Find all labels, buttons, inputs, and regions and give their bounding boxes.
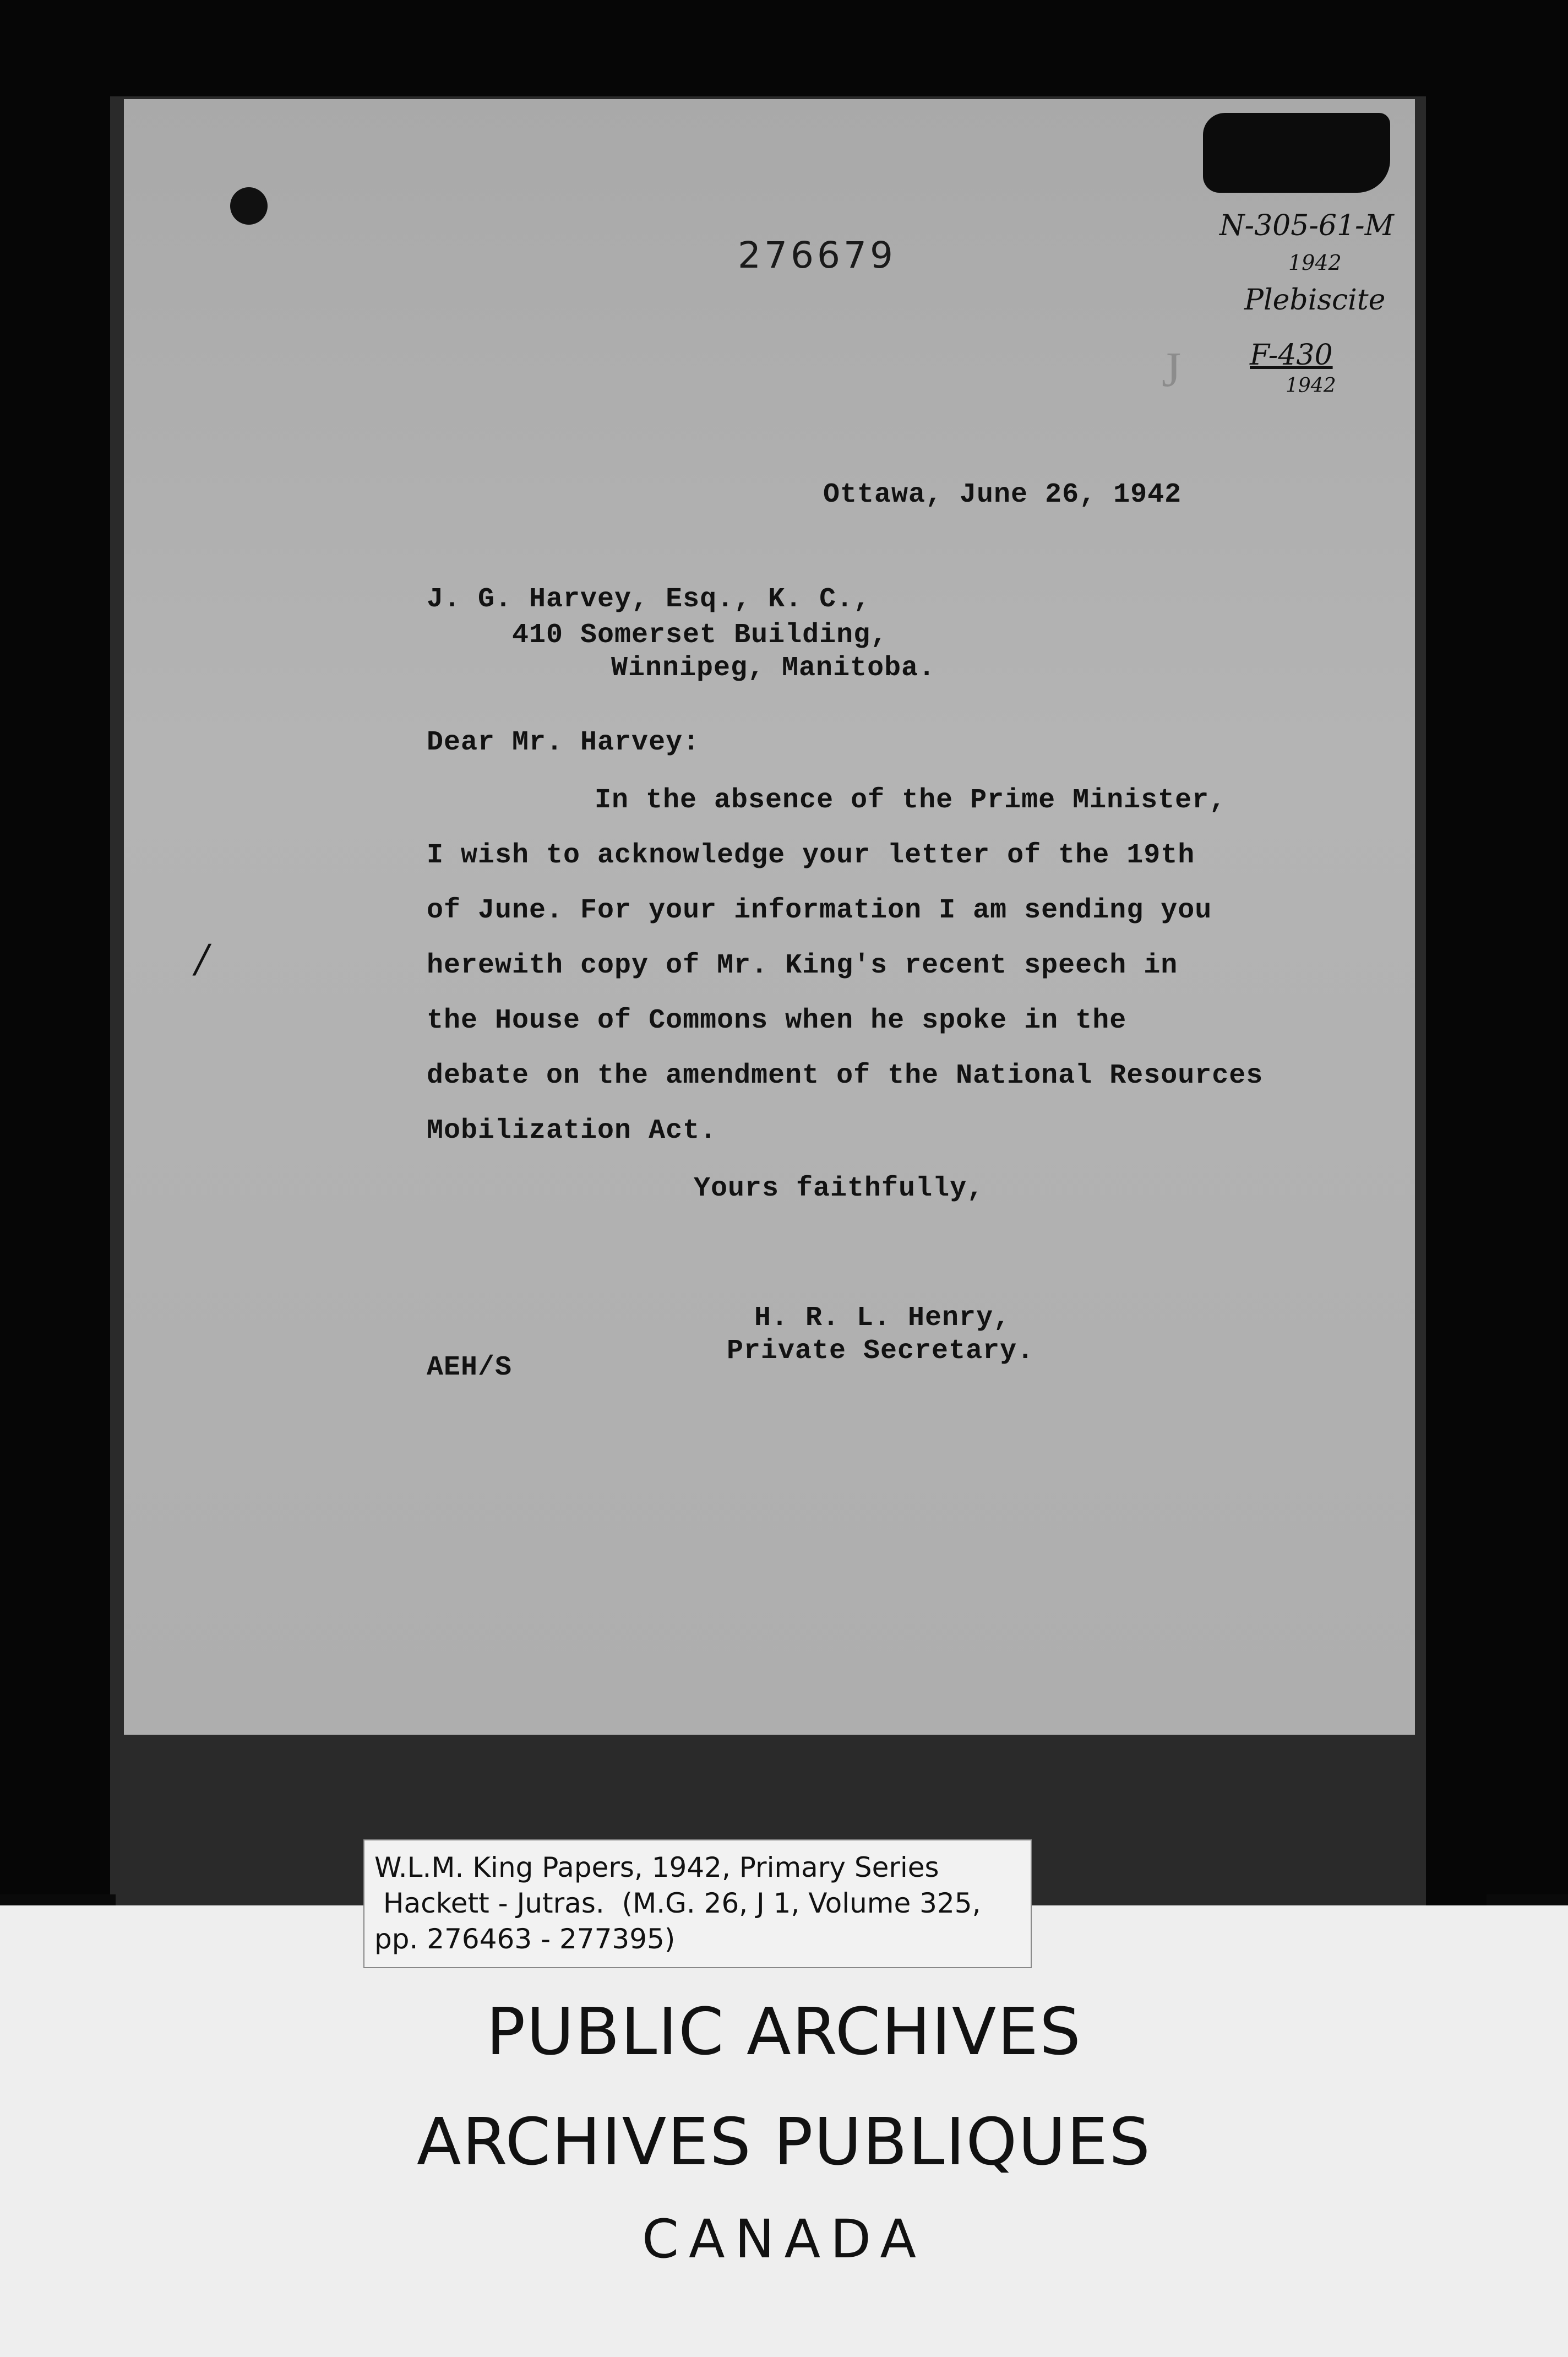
body-line-5: the House of Commons when he spoke in the: [427, 1005, 1127, 1036]
body-line-7: Mobilization Act.: [427, 1115, 717, 1147]
faint-letter-mark: J: [1162, 343, 1182, 397]
citation-line-3: pp. 276463 - 277395): [374, 1923, 676, 1955]
handwritten-year: 1942: [1288, 251, 1342, 275]
handwritten-subject: Plebiscite: [1244, 284, 1386, 317]
archive-title-country: CANADA: [641, 2208, 927, 2270]
typist-initials: AEH/S: [427, 1352, 513, 1383]
salutation: Dear Mr. Harvey:: [427, 727, 700, 758]
signature-title: Private Secretary.: [727, 1335, 1035, 1367]
handwritten-year-below: 1942: [1286, 374, 1336, 397]
punch-hole: [230, 187, 268, 225]
citation-line-1: W.L.M. King Papers, 1942, Primary Series: [374, 1851, 939, 1883]
closing: Yours faithfully,: [694, 1173, 984, 1204]
body-line-4: herewith copy of Mr. King's recent speech in: [427, 950, 1178, 981]
document-number: 276679: [738, 234, 896, 276]
body-line-1: In the absence of the Prime Minister,: [595, 785, 1227, 816]
signature-name: H. R. L. Henry,: [754, 1302, 1011, 1334]
addressee-line-3: Winnipeg, Manitoba.: [611, 653, 936, 684]
addressee-line-1: J. G. Harvey, Esq., K. C.,: [427, 584, 871, 615]
date-line: Ottawa, June 26, 1942: [823, 479, 1182, 510]
handwritten-file-code: N-305-61-M: [1219, 209, 1394, 242]
archive-title-french: ARCHIVES PUBLIQUES: [416, 2104, 1152, 2180]
archive-title-english: PUBLIC ARCHIVES: [486, 1994, 1082, 2070]
addressee-line-2: 410 Somerset Building,: [512, 620, 888, 651]
body-line-2: I wish to acknowledge your letter of the 19th: [427, 840, 1195, 871]
handwritten-folio: F-430: [1250, 339, 1333, 372]
citation-line-2: Hackett - Jutras. (M.G. 26, J 1, Volume 325,: [374, 1887, 981, 1919]
redaction-blot: [1203, 113, 1390, 193]
body-line-6: debate on the amendment of the National Resources: [427, 1060, 1264, 1091]
citation-label: [363, 1839, 1032, 1968]
margin-mark: /: [195, 936, 209, 981]
body-line-3: of June. For your information I am sending you: [427, 895, 1212, 926]
